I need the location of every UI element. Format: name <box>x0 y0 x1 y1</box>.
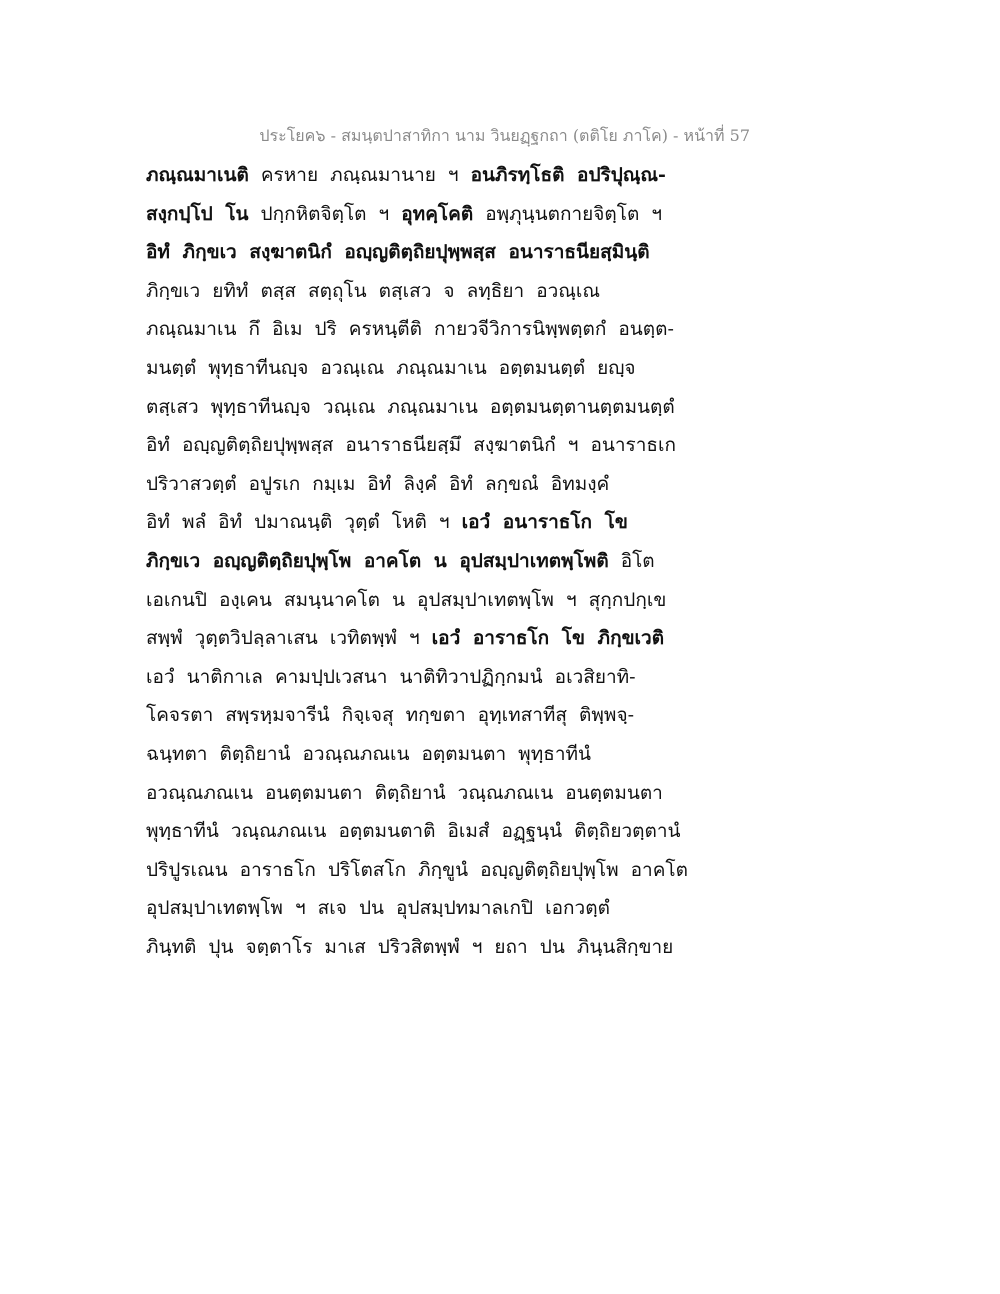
text-line <box>146 889 846 928</box>
text-line <box>146 774 846 813</box>
text-run: พุทฺธาทีนํ วณฺณภณเน อตฺตมนตาติ อิเมสํ อฏฺฐนฺนํ ติตฺถิยวตฺตานํ <box>146 820 681 843</box>
text-run: ภณฺณมาเน กึ อิเม ปริ ครหนฺตีติ กายวจีวิการนิพฺพตฺตกํ อนตฺต- <box>146 318 674 341</box>
text-run: เอเกนปิ องฺเคน สมนฺนาคโต น อุปสมฺปาเทตพฺโพ ฯ สุกฺกปกฺเข <box>146 588 667 611</box>
text-line <box>146 426 846 465</box>
text-line <box>146 349 846 388</box>
text-run: มนตฺตํ พุทฺธาทีนญฺจ อวณฺเณ ภณฺณมาเน อตฺตมนตฺตํ ยญฺจ <box>146 356 636 379</box>
bold-term: อุทคฺโคติ <box>401 202 474 225</box>
bold-term: อิทํ ภิกฺขเว สงฺฆาตนิกํ อญฺญติตฺถิยปุพฺพสฺส อนาราธนียสฺมินฺติ <box>146 241 650 264</box>
text-run: สพฺพํ วุตฺตวิปลฺลาเสน เวทิตพฺพํ ฯ <box>146 627 432 650</box>
text-line <box>146 928 846 967</box>
text-line <box>146 851 846 890</box>
text-run: อิโต <box>608 549 655 572</box>
text-line <box>146 735 846 774</box>
text-line <box>146 233 846 272</box>
bold-term: เอวํ อนาราธโก โข <box>461 511 628 534</box>
text-line <box>146 696 846 735</box>
text-line <box>146 812 846 851</box>
text-line <box>146 465 846 504</box>
text-line <box>146 195 846 234</box>
text-run: ปกฺกหิตจิตฺโต ฯ <box>248 202 402 225</box>
body-text <box>146 156 846 966</box>
text-line <box>146 388 846 427</box>
text-run: อพฺภุนฺนตกายจิตฺโต ฯ <box>473 202 663 225</box>
running-header: ประโยค๖ - สมนฺตปาสาทิกา นาม วินยฏฺฐกถา (ตติโย ภาโค) - หน้าที่ 57 <box>259 126 750 145</box>
bold-term: ภิกฺขเว อญฺญติตฺถิยปุพฺโพ อาคโต น อุปสมฺปาเทตพฺโพติ <box>146 549 609 572</box>
bold-term: สงฺกปฺโป โน <box>146 202 249 225</box>
text-line <box>146 310 846 349</box>
text-run: ครหาย ภณฺณมานาย ฯ <box>248 164 471 186</box>
text-run: อุปสมฺปาเทตพฺโพ ฯ สเจ ปน อุปสมฺปทมาลเกปิ เอกวตฺตํ <box>146 897 610 920</box>
text-run: ปริปูรเณน อาราธโก ปริโตสโก ภิกฺขูนํ อญฺญติตฺถิยปุพฺโพ อาคโต <box>146 858 688 881</box>
text-line <box>146 156 846 195</box>
text-line <box>146 619 846 658</box>
text-run: ตสฺเสว พุทฺธาทีนญฺจ วณฺเณ ภณฺณมาเน อตฺตมนตฺตานตฺตมนตฺตํ <box>146 395 675 418</box>
text-line <box>146 503 846 542</box>
text-line <box>146 542 846 581</box>
bold-term: เอวํ อาราธโก โข ภิกฺขเวติ <box>431 627 665 650</box>
text-line <box>146 658 846 697</box>
text-run: ภิกฺขเว ยทิทํ ตสฺส สตฺถุโน ตสฺเสว จ ลทฺธิยา อวณฺเณ <box>146 279 601 302</box>
text-run: อวณฺณภณเน อนตฺตมนตา ติตฺถิยานํ วณฺณภณเน อนตฺตมนตา <box>146 781 663 804</box>
bold-term: อนภิรทฺโธติ อปริปุณฺณ- <box>470 164 666 186</box>
text-line <box>146 581 846 620</box>
text-run: ฉนฺทตา ติตฺถิยานํ อวณฺณภณเน อตฺตมนตา พุทฺธาทีนํ <box>146 742 591 765</box>
text-run: ภินฺทติ ปุน จตฺตาโร มาเส ปริวสิตพฺพํ ฯ ยถา ปน ภินฺนสิกฺขาย <box>146 935 674 958</box>
text-run: อิทํ พลํ อิทํ ปมาณนฺติ วุตฺตํ โหติ ฯ <box>146 511 462 534</box>
text-run: โคจรตา สพฺรหฺมจารีนํ กิจฺเจสุ ทกฺขตา อุทฺเทสาทีสุ ติพฺพจฺ- <box>146 704 634 727</box>
text-run: ปริวาสวตฺตํ อปูรเก กมฺเม อิทํ ลิงฺคํ อิทํ ลกฺขณํ อิทมงฺคํ <box>146 472 610 495</box>
text-run: อิทํ อญฺญติตฺถิยปุพฺพสฺส อนาราธนียสฺมึ สงฺฆาตนิกํ ฯ อนาราธเก <box>146 434 677 457</box>
text-line <box>146 272 846 311</box>
bold-term: ภณฺณมาเนติ <box>146 164 249 186</box>
text-run: เอวํ นาติกาเล คามปฺปเวสนา นาติทิวาปฏิกฺกมนํ อเวสิยาทิ- <box>146 665 636 688</box>
